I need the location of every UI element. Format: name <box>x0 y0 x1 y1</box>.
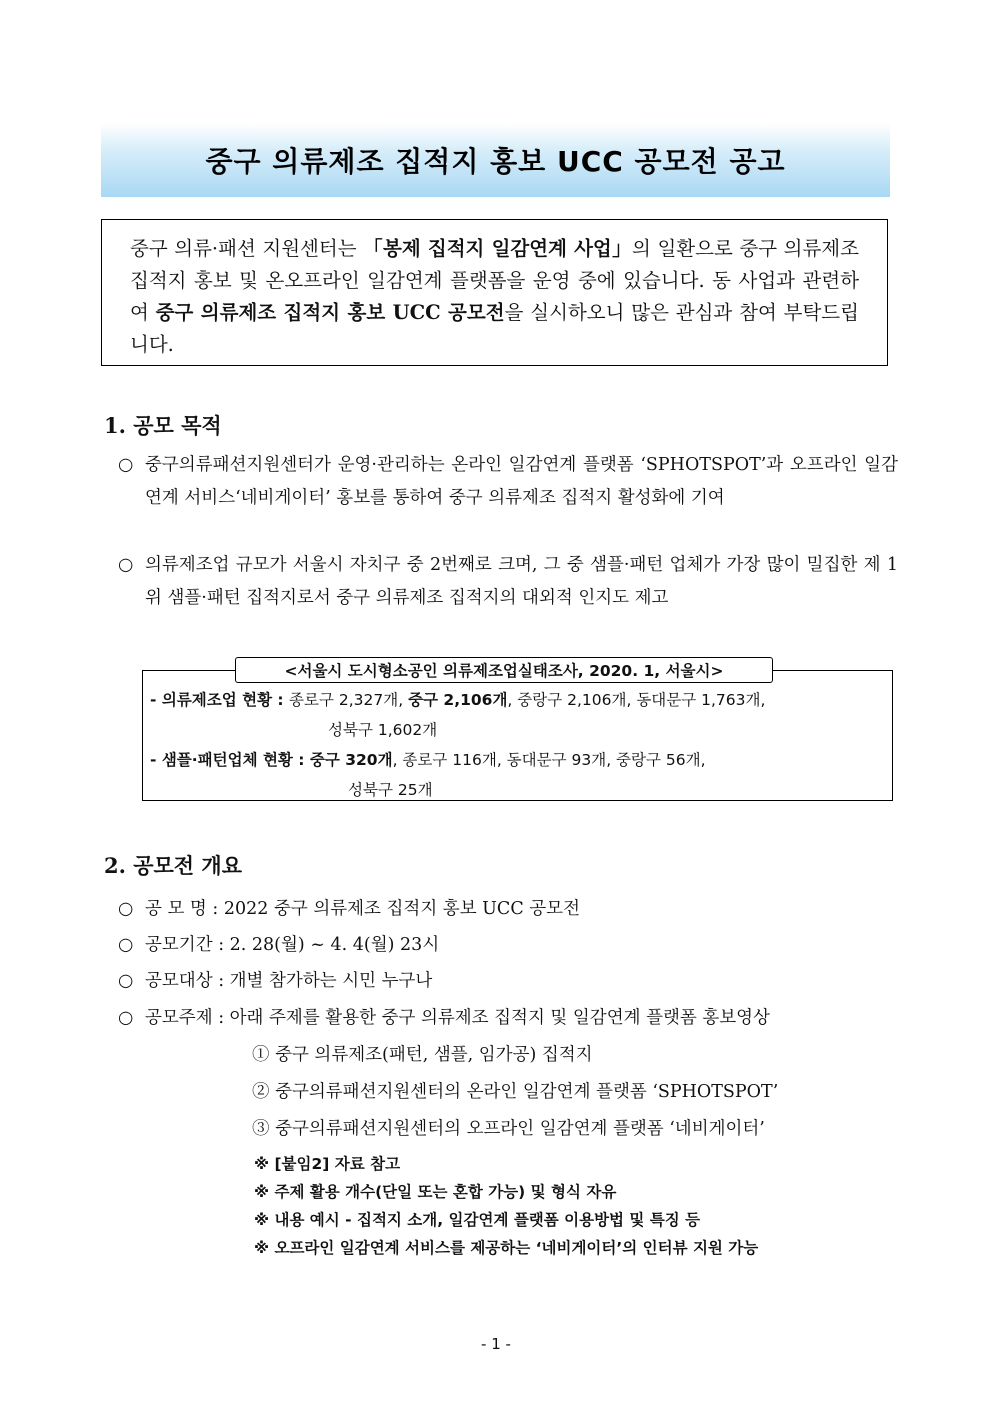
title-banner <box>101 123 890 197</box>
note-item: ※ 내용 예시 - 집적지 소개, 일감연계 플랫폼 이용방법 및 특징 등 <box>254 1211 701 1229</box>
survey-label: - 샘플·패턴업체 현황 : <box>150 751 310 769</box>
survey-value: , 종로구 116개, 동대문구 93개, 중랑구 56개, <box>392 751 706 769</box>
survey-row-sample-pattern <box>150 748 706 770</box>
survey-box <box>142 662 893 801</box>
overview-row-theme: ○ 공모주제 : 아래 주제를 활용한 중구 의류제조 집적지 및 일감연계 플랫폼 홍보영상 <box>118 1008 770 1028</box>
survey-value: , 중랑구 2,106개, 동대문구 1,763개, <box>507 691 766 709</box>
theme-item: ③ 중구의류패션지원센터의 오프라인 일감연계 플랫폼 ‘네비게이터’ <box>252 1119 765 1139</box>
note-item: ※ 오프라인 일감연계 서비스를 제공하는 ‘네비게이터’의 인터뷰 지원 가능 <box>254 1239 759 1257</box>
survey-row-manufacturing <box>150 688 765 710</box>
purpose-item-1 <box>118 449 898 515</box>
note-item: ※ 주제 활용 개수(단일 또는 혼합 가능) 및 형식 자유 <box>254 1183 617 1201</box>
overview-row-name: ○ 공 모 명 : 2022 중구 의류제조 집적지 홍보 UCC 공모전 <box>118 899 580 919</box>
overview-value: 2022 중구 의류제조 집적지 홍보 UCC 공모전 <box>223 899 580 919</box>
bullet-circle-icon: ○ <box>118 899 134 919</box>
overview-value: 개별 참가하는 시민 누구나 <box>229 971 433 991</box>
survey-row-manufacturing-cont: 성북구 1,602개 <box>328 721 438 739</box>
purpose-item-text: 중구의류패션지원센터가 운영·관리하는 온라인 일감연계 플랫폼 ‘SPHOTSPOT’과 오프라인 일감연계 서비스‘네비게이터’ 홍보를 통하여 중구 의류제조 집적지 활성화에 기여 <box>145 455 898 508</box>
survey-label: - 의류제조업 현황 : <box>150 691 290 709</box>
bullet-circle-icon: ○ <box>118 1008 134 1028</box>
overview-label: 공모기간 <box>145 935 213 955</box>
section-1-heading: 1. 공모 목적 <box>104 413 222 438</box>
survey-highlight: 중구 2,106개 <box>408 691 508 709</box>
section-2-heading: 2. 공모전 개요 <box>104 853 242 878</box>
overview-label: 공모대상 <box>145 971 213 991</box>
purpose-item-2 <box>118 549 898 615</box>
bullet-circle-icon: ○ <box>118 555 134 575</box>
intro-box <box>101 219 888 366</box>
survey-highlight: 중구 320개 <box>309 751 393 769</box>
bullet-circle-icon: ○ <box>118 971 134 991</box>
overview-row-target: ○ 공모대상 : 개별 참가하는 시민 누구나 <box>118 971 433 991</box>
page-title: 중구 의류제조 집적지 홍보 UCC 공모전 공고 <box>205 145 786 178</box>
survey-value: 종로구 2,327개, <box>289 691 409 709</box>
theme-item: ① 중구 의류제조(패턴, 샘플, 임가공) 집적지 <box>252 1045 593 1065</box>
intro-bold-project: 「봉제 집적지 일감연계 사업」 <box>363 237 633 260</box>
purpose-item-text: 의류제조업 규모가 서울시 자치구 중 2번째로 크며, 그 중 샘플·패턴 업체가 가장 많이 밀집한 제 1위 샘플·패턴 집적지로서 중구 의류제조 집적지의 대외적 인지도 제고 <box>145 555 898 608</box>
overview-label: 공모주제 <box>145 1008 213 1028</box>
intro-text-1: 중구 의류·패션 지원센터는 <box>130 237 364 260</box>
theme-item: ② 중구의류패션지원센터의 온라인 일감연계 플랫폼 ‘SPHOTSPOT’ <box>252 1082 779 1102</box>
intro-text-3: 을 실시하오니 많은 관심과 참여 부탁드립니다. <box>130 301 859 356</box>
survey-row-sample-pattern-cont: 성북구 25개 <box>348 781 433 799</box>
intro-bold-contest: 중구 의류제조 집적지 홍보 UCC 공모전 <box>155 301 505 324</box>
overview-value: 2. 28(월) ~ 4. 4(월) 23시 <box>229 935 440 955</box>
overview-value: 아래 주제를 활용한 중구 의류제조 집적지 및 일감연계 플랫폼 홍보영상 <box>229 1008 770 1028</box>
bullet-circle-icon: ○ <box>118 455 134 475</box>
overview-row-period: ○ 공모기간 : 2. 28(월) ~ 4. 4(월) 23시 <box>118 935 440 955</box>
note-item: ※ [붙임2] 자료 참고 <box>254 1155 401 1173</box>
overview-label: 공 모 명 <box>145 899 207 919</box>
intro-text-2: 의 일환으로 중구 의류제조 집적지 홍보 및 온오프라인 일감연계 플랫폼을 운영 중에 있습니다. 동 사업과 관련하여 <box>130 237 859 324</box>
survey-title: <서울시 도시형소공인 의류제조업실태조사, 2020. 1, 서울시> <box>235 657 773 683</box>
page-number: - 1 - <box>481 1335 511 1353</box>
bullet-circle-icon: ○ <box>118 935 134 955</box>
